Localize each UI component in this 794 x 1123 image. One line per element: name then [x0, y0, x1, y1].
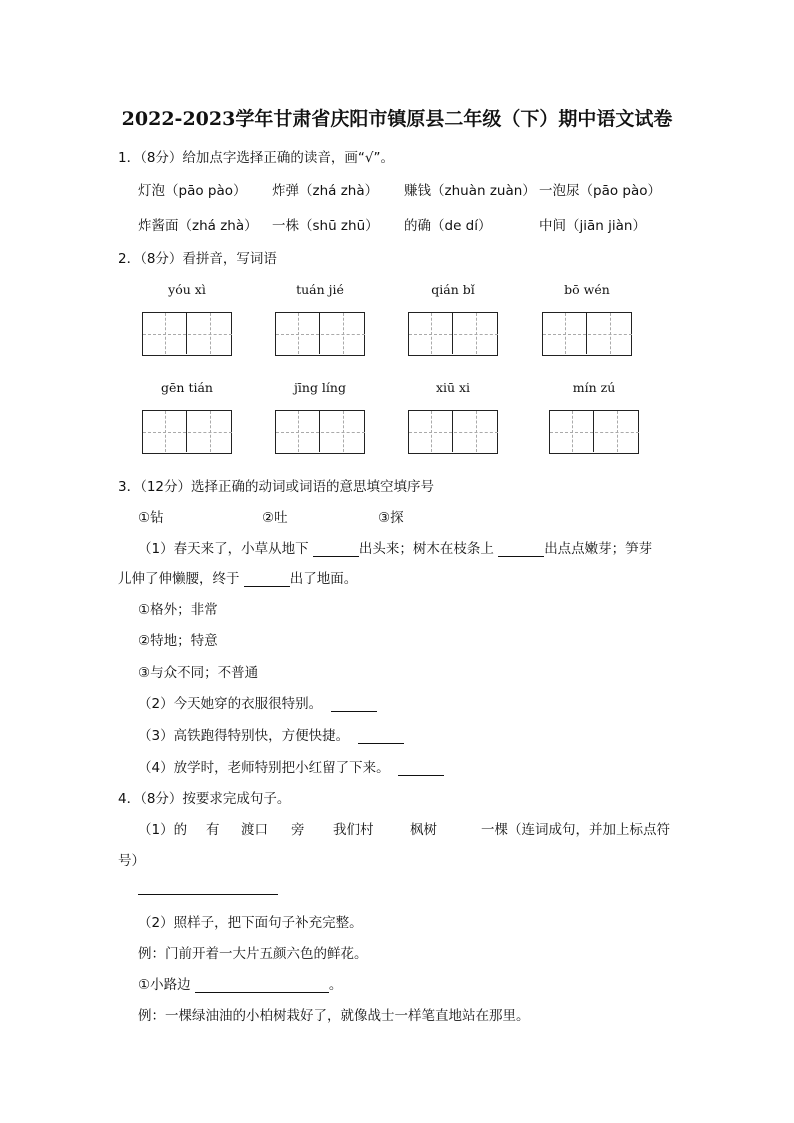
meaning-option: ③与众不同；不普通 [138, 665, 259, 681]
writing-grid [549, 410, 639, 454]
page-title: 2022-2023学年甘肃省庆阳市镇原县二年级（下）期中语文试卷 [121, 108, 673, 130]
pinyin-label: jīng líng [294, 380, 346, 395]
q3-sentence: （4）放学时，老师特别把小红留了下来。 [138, 756, 444, 776]
q1-stem: 1．（8分）给加点字选择正确的读音，画“√”。 [118, 150, 395, 166]
pinyin-label: xiū xi [435, 380, 471, 395]
word-token: 有 [206, 822, 220, 838]
verb-option: ②吐 [262, 510, 288, 526]
q1-item: 中间（jiān jiàn） [539, 218, 646, 234]
fill-sentence: ①小路边 。 [138, 977, 343, 993]
q3-sentence: （2）今天她穿的衣服很特别。 [138, 692, 377, 712]
q1-item: 炸弹（zhá zhà） [272, 183, 379, 199]
writing-grid [408, 410, 498, 454]
answer-blank[interactable] [331, 697, 377, 712]
writing-grid [142, 312, 232, 356]
word-token: 旁 [291, 822, 305, 838]
answer-line[interactable] [138, 880, 278, 895]
q1-item: 的确（de dí） [404, 218, 492, 234]
writing-grid [542, 312, 632, 356]
word-token: 一棵（连词成句，并加上标点符 [481, 822, 670, 838]
pinyin-label: bō wén [564, 282, 610, 297]
answer-blank[interactable] [358, 729, 404, 744]
q3-sentence: （3）高铁跑得特别快，方便快捷。 [138, 724, 404, 744]
pinyin-label: qián bǐ [431, 282, 475, 297]
example-sentence: 例：一棵绿油油的小柏树栽好了，就像战士一样笔直地站在那里。 [138, 1008, 530, 1024]
q2-stem: 2．（8分）看拼音，写词语 [118, 251, 277, 267]
pinyin-label: tuán jié [296, 282, 344, 297]
word-token: （1）的 [138, 822, 188, 838]
q1-item: 赚钱（zhuàn zuàn） [404, 183, 536, 199]
q1-item: 一泡尿（pāo pào） [539, 183, 661, 199]
word-token: 枫树 [410, 822, 437, 838]
q1-item: 一株（shū zhū） [272, 218, 379, 234]
word-token: 我们村 [333, 822, 374, 838]
answer-blank[interactable] [498, 542, 544, 557]
writing-grid [142, 410, 232, 454]
q4-sub2: （2）照样子，把下面句子补充完整。 [138, 915, 363, 931]
writing-grid [275, 410, 365, 454]
pinyin-label: yóu xì [168, 282, 206, 297]
pinyin-label: gēn tián [161, 380, 213, 395]
q3-passage-line2: 儿伸了伸懒腰，终于 出了地面。 [118, 571, 358, 587]
example-sentence: 例：门前开着一大片五颜六色的鲜花。 [138, 946, 368, 962]
q4-stem: 4．（8分）按要求完成句子。 [118, 791, 291, 807]
verb-option: ③探 [378, 510, 404, 526]
word-token: 渡口 [241, 822, 268, 838]
writing-grid [408, 312, 498, 356]
q1-item: 炸酱面（zhá zhà） [138, 218, 258, 234]
answer-blank[interactable] [195, 978, 329, 993]
q3-stem: 3．（12分）选择正确的动词或词语的意思填空填序号 [118, 479, 435, 495]
meaning-option: ①格外；非常 [138, 602, 218, 618]
meaning-option: ②特地；特意 [138, 633, 218, 649]
answer-blank[interactable] [398, 761, 444, 776]
word-token-cont: 号） [118, 853, 145, 869]
q3-passage-line1: （1）春天来了，小草从地下 出头来；树木在枝条上 出点点嫩芽；笋芽 [138, 541, 653, 557]
answer-blank[interactable] [313, 542, 359, 557]
answer-blank[interactable] [244, 572, 290, 587]
pinyin-label: mín zú [572, 380, 616, 395]
q1-item: 灯泡（pāo pào） [138, 183, 247, 199]
verb-option: ①钻 [138, 510, 164, 526]
writing-grid [275, 312, 365, 356]
